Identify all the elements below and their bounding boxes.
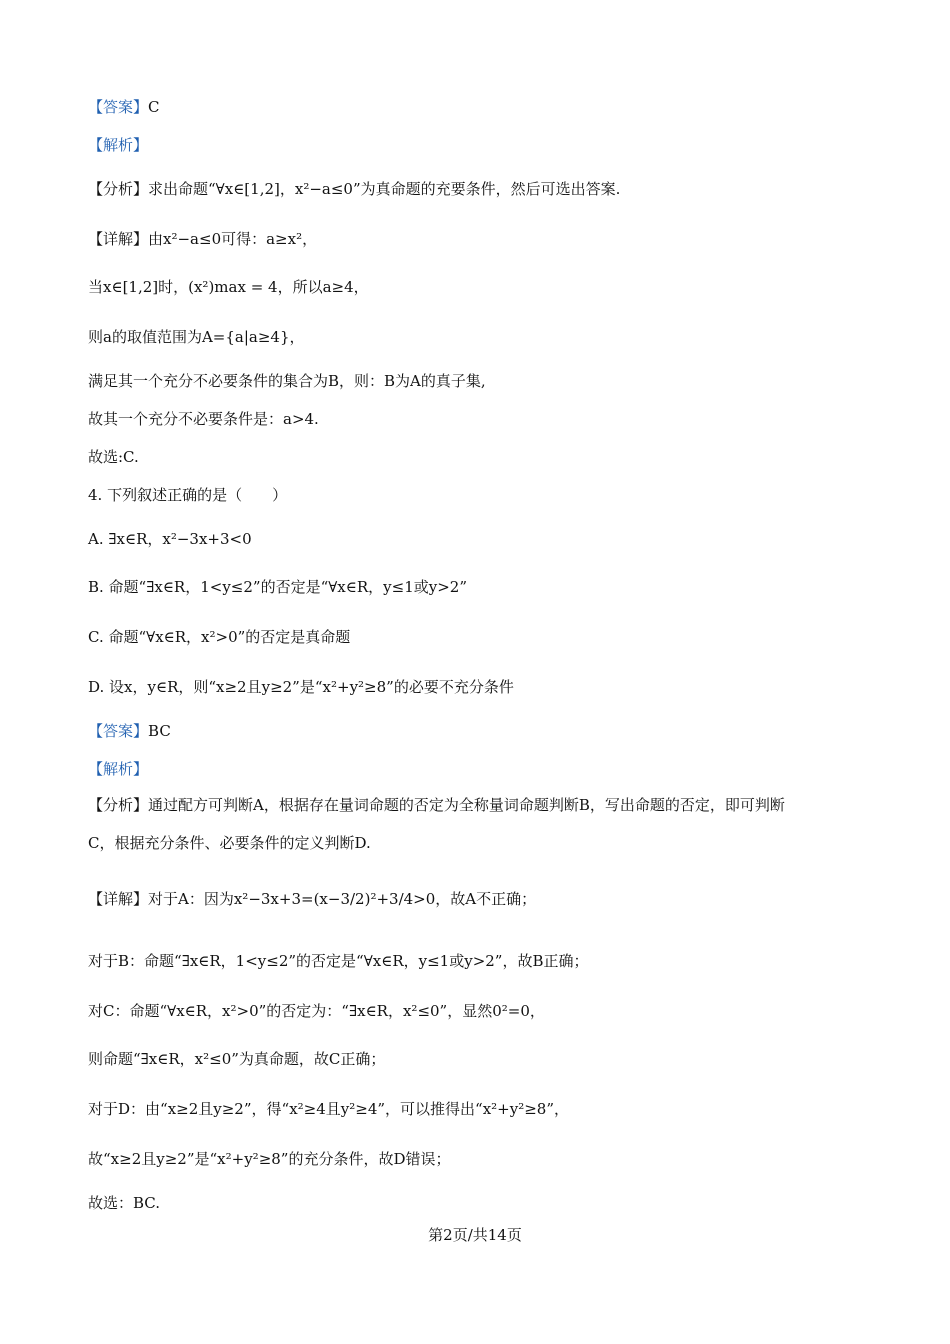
conclusion-line: 故选:C. bbox=[88, 448, 139, 466]
analysis-tag: 【解析】 bbox=[88, 136, 149, 154]
solution-line: 满足其一个充分不必要条件的集合为B，则：B为A的真子集, bbox=[88, 372, 486, 390]
analysis-line-cont: C，根据充分条件、必要条件的定义判断D. bbox=[88, 834, 371, 852]
answer-line bbox=[88, 720, 870, 742]
conclusion-line: 故选：BC. bbox=[88, 1194, 161, 1212]
option-b: B. 命题“∃x∈R，1<y≤2”的否定是“∀x∈R，y≤1或y>2” bbox=[88, 578, 468, 596]
page-footer: 第2页/共14页 bbox=[428, 1226, 522, 1244]
answer-tag: 【答案】 bbox=[88, 98, 149, 116]
detail-line: 【详解】对于A：因为x²−3x+3=(x−3/2)²+3/4>0，故A不正确； bbox=[88, 890, 537, 908]
analysis-heading bbox=[88, 134, 870, 156]
solution-line: 则命题“∃x∈R，x²≤0”为真命题，故C正确； bbox=[88, 1050, 386, 1068]
solution-line: 对于D：由“x≥2且y≥2”，得“x²≥4且y²≥4”，可以推得出“x²+y²≥8”， bbox=[88, 1100, 570, 1118]
analysis-line: 【分析】求出命题“∀x∈[1,2]，x²−a≤0”为真命题的充要条件，然后可选出答案. bbox=[88, 180, 621, 198]
answer-line bbox=[88, 96, 870, 118]
answer-tag: 【答案】 bbox=[88, 722, 149, 740]
analysis-heading bbox=[88, 758, 870, 780]
analysis-line: 【分析】通过配方可判断A，根据存在量词命题的否定为全称量词命题判断B，写出命题的否定，即可判断 bbox=[88, 796, 785, 814]
solution-line: 故“x≥2且y≥2”是“x²+y²≥8”的充分条件，故D错误； bbox=[88, 1150, 451, 1168]
option-d: D. 设x，y∈R，则“x≥2且y≥2”是“x²+y²≥8”的必要不充分条件 bbox=[88, 678, 514, 696]
question-title: 4. 下列叙述正确的是（ ） bbox=[88, 486, 288, 504]
option-a: A. ∃x∈R，x²−3x+3<0 bbox=[88, 530, 252, 548]
detail-line: 【详解】由x²−a≤0可得：a≥x²， bbox=[88, 230, 318, 248]
answer-text: C bbox=[148, 98, 160, 116]
option-c: C. 命题“∀x∈R，x²>0”的否定是真命题 bbox=[88, 628, 351, 646]
analysis-tag: 【解析】 bbox=[88, 760, 149, 778]
solution-line: 当x∈[1,2]时，(x²)max = 4，所以a≥4， bbox=[88, 278, 369, 296]
solution-line: 则a的取值范围为A={a|a≥4}， bbox=[88, 328, 305, 346]
solution-line: 对于B：命题“∃x∈R，1<y≤2”的否定是“∀x∈R，y≤1或y>2”，故B正确； bbox=[88, 952, 589, 970]
solution-line: 对C：命题“∀x∈R，x²>0”的否定为：“∃x∈R，x²≤0”，显然0²=0， bbox=[88, 1002, 545, 1020]
answer-text: BC bbox=[148, 722, 171, 740]
solution-line: 故其一个充分不必要条件是：a>4. bbox=[88, 410, 319, 428]
